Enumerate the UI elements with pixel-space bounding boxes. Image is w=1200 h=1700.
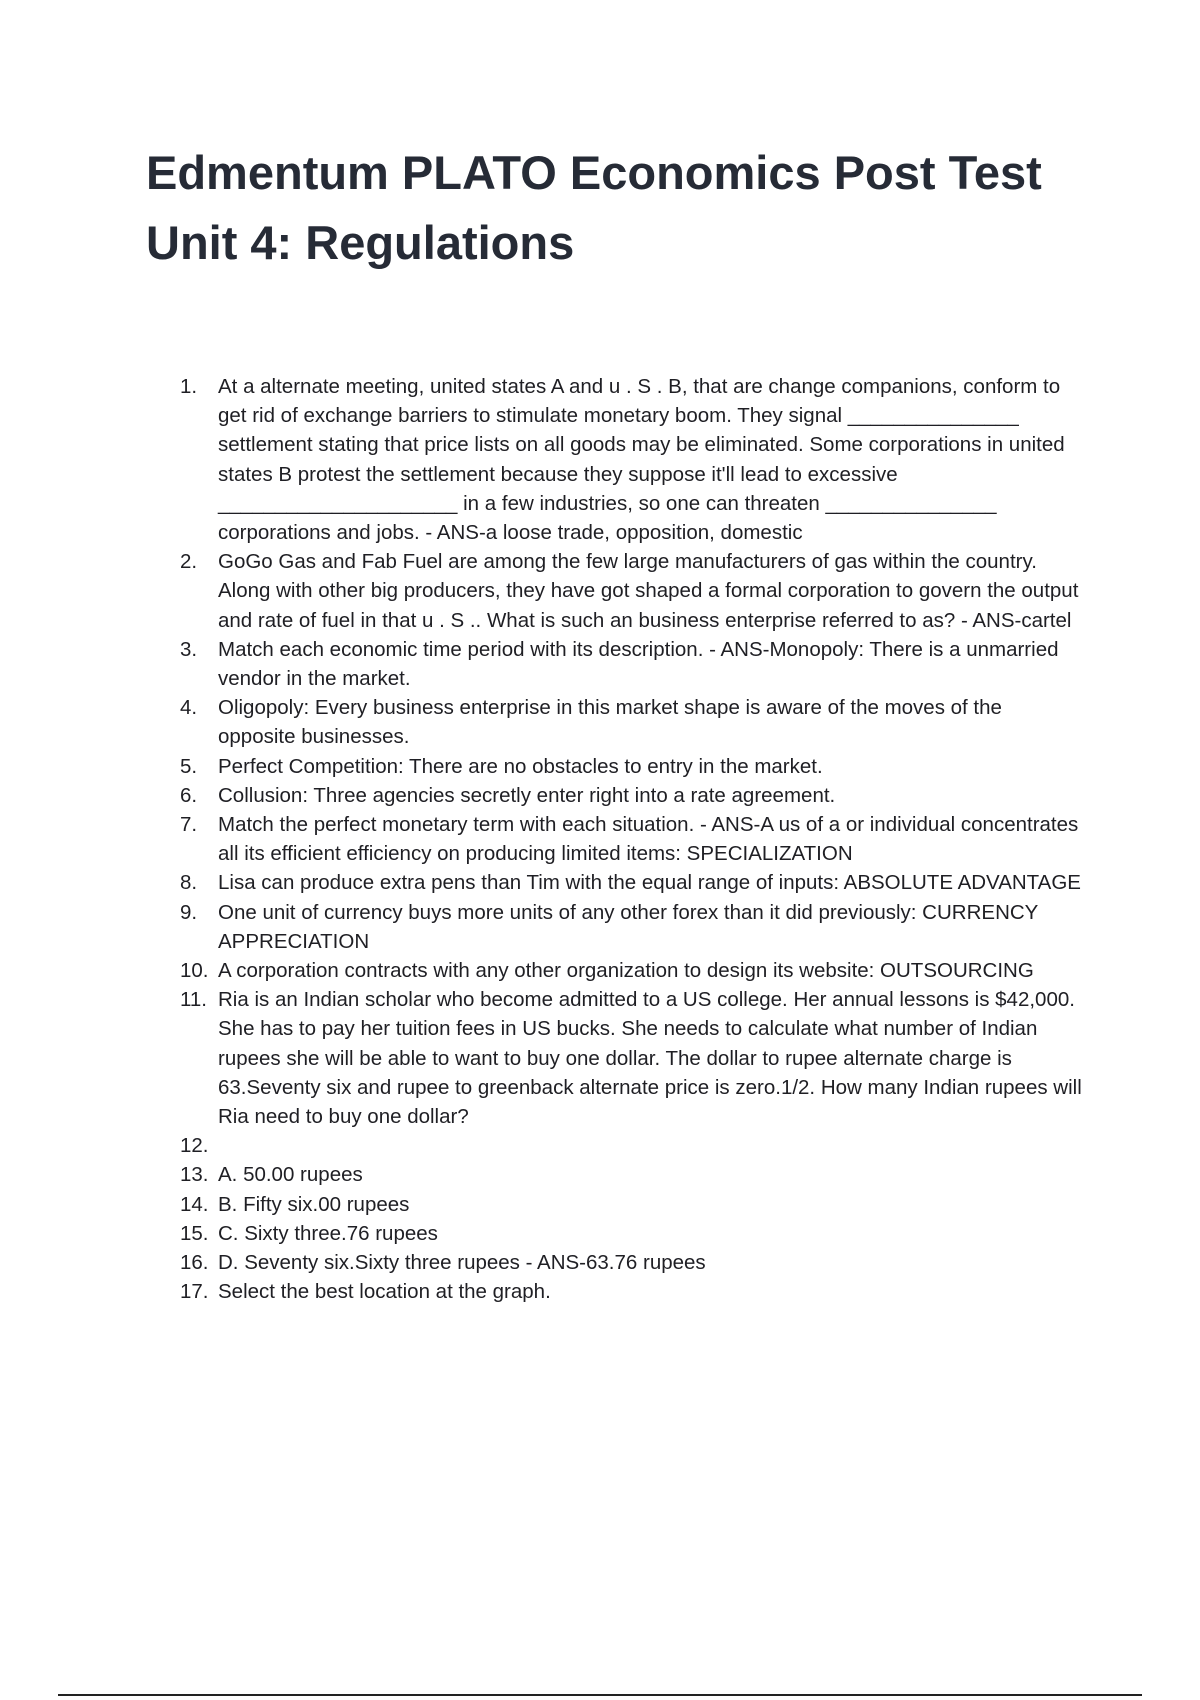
item-text: Lisa can produce extra pens than Tim with the equal range of inputs: ABSOLUTE ADVANTAGE [218,871,1081,895]
item-text: C. Sixty three.76 rupees [218,1221,438,1245]
item-text: Ria is an Indian scholar who become admitted to a US college. Her annual lessons is $42,000. She has to pay her tuition fees in US bucks. She needs to calculate what number of Indian rupees she will be able to want to buy one dollar. The dollar to rupee alternate charge is 63.Seventy six and rupee to greenback alternate price is zero.1/2. How many Indian rupees will Ria need to buy one dollar? [218,988,1082,1129]
list-item [180,1277,1085,1306]
page-title: Edmentum PLATO Economics Post Test Unit 4: Regulations [146,146,1042,269]
list-item [180,372,1085,547]
item-text: At a alternate meeting, united states A and u . S . B, that are change companions, conform to get rid of exchange barriers to stimulate monetary boom. They signal _______________ settlement stating that price lists on all goods may be eliminated. Some corporations in united states B protest the settlement because they suppose it'll lead to excessive _____________________ in a few industries, so one can threaten _______________ corporations and jobs. - ANS-a loose trade, opposition, domestic [218,375,1065,545]
item-text: D. Seventy six.Sixty three rupees - ANS-63.76 rupees [218,1251,706,1275]
list-item [180,781,1085,810]
item-text: Select the best location at the graph. [218,1280,551,1304]
list-item [180,1160,1085,1189]
item-text: A corporation contracts with any other organization to design its website: OUTSOURCING [218,959,1034,983]
item-number: 17. [180,1280,209,1304]
item-number: 1. [180,375,198,398]
list-item [180,1190,1085,1219]
item-number: 9. [180,900,198,924]
item-text: A. 50.00 rupees [218,1163,363,1187]
list-item [180,810,1085,868]
list-item [180,985,1085,1131]
list-item [180,868,1085,897]
item-text: One unit of currency buys more units of any other forex than it did previously: CURRENCY APPRECIATION [218,900,1038,953]
item-text: Perfect Competition: There are no obstacles to entry in the market. [218,754,823,778]
list-item [180,693,1085,751]
item-number: 5. [180,754,198,778]
list-item [180,1131,1085,1160]
item-number: 3. [180,637,198,661]
item-number: 12. [180,1134,209,1158]
list-item [180,752,1085,781]
item-number: 2. [180,550,198,574]
list-item [180,1248,1085,1277]
item-text: GoGo Gas and Fab Fuel are among the few large manufacturers of gas within the country. Along with other big producers, they have got shaped a formal corporation to govern the output and rate of fuel in that u . S .. What is such an business enterprise referred to as? - ANS-cartel [218,550,1079,632]
list-item [180,635,1085,693]
item-number: 6. [180,783,198,807]
item-number: 4. [180,696,198,720]
item-number: 16. [180,1251,209,1275]
item-number: 8. [180,871,198,895]
list-item [180,956,1085,985]
item-number: 11. [180,988,207,1012]
item-number: 13. [180,1163,209,1187]
page-bottom-divider [58,1694,1142,1696]
item-text: Match the perfect monetary term with each situation. - ANS-A us of a or individual concentrates all its efficient efficiency on producing limited items: SPECIALIZATION [218,813,1079,866]
item-text: Collusion: Three agencies secretly enter right into a rate agreement. [218,783,836,807]
item-number: 7. [180,813,198,837]
question-list [180,372,1085,1307]
item-number: 15. [180,1221,209,1245]
item-number: 10. [180,959,209,983]
item-text: Oligopoly: Every business enterprise in this market shape is aware of the moves of the opposite businesses. [218,696,1002,749]
list-item [180,1219,1085,1248]
item-number: 14. [180,1192,209,1216]
item-text: Match each economic time period with its description. - ANS-Monopoly: There is a unmarried vendor in the market. [218,637,1059,691]
list-item [180,898,1085,956]
item-text: B. Fifty six.00 rupees [218,1192,410,1216]
list-item [180,547,1085,635]
